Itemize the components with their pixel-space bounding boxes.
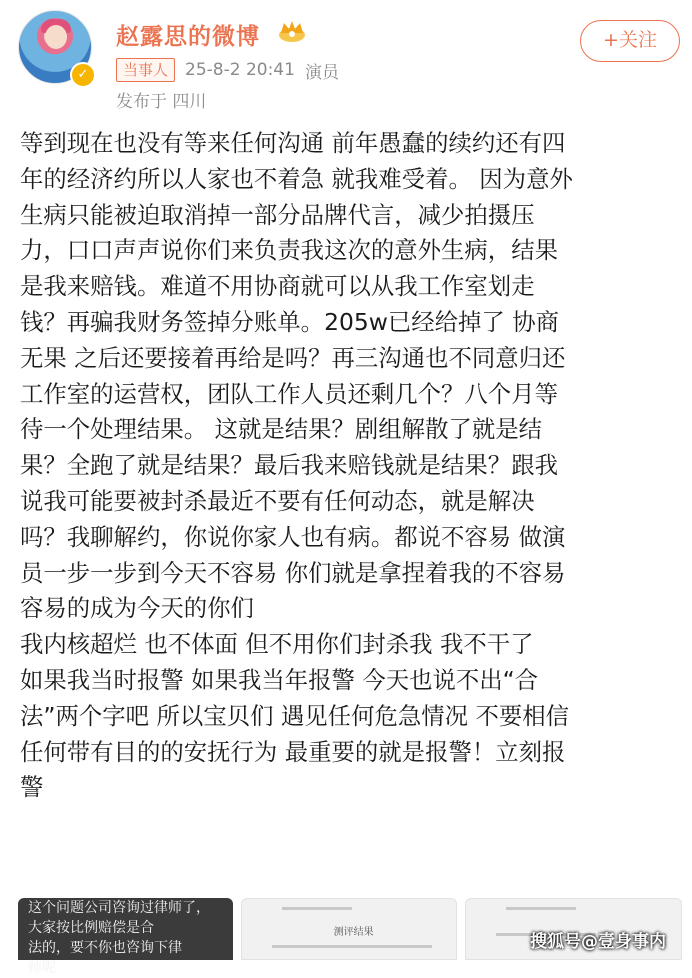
post-line: 力，口口声声说你们来负责我这次的意外生病，结果 <box>20 236 558 265</box>
post-line: 生病只能被迫取消掉一部分品牌代言，减少拍摄压 <box>20 200 535 229</box>
avatar-face <box>45 25 67 49</box>
post-line: 吗？我聊解约，你说你家人也有病。都说不容易 做演 <box>20 522 566 551</box>
crown-icon <box>277 19 307 43</box>
doc-header-line <box>506 907 576 910</box>
doc-text-line <box>272 945 432 948</box>
post-line: 无果 之后还要接着再给是吗？再三沟通也不同意归还 <box>20 343 566 372</box>
image-thumbnail-document[interactable] <box>241 898 458 960</box>
post-line: 如果我当时报警 如果我当年报警 今天也说不出“合 <box>20 665 539 694</box>
post-line: 我内核超烂 也不体面 但不用你们封杀我 我不干了 <box>20 630 534 659</box>
author-role: 演员 <box>304 62 339 83</box>
post-line: 员一步一步到今天不容易 你们就是拿捏着我的不容易 <box>20 558 566 587</box>
chat-line: 大家按比例赔偿是合 <box>28 920 154 936</box>
post-line: 年的经济约所以人家也不着急 就我难受着。 因为意外 <box>20 164 573 193</box>
chat-line: 这个问题公司咨询过律师了， <box>28 900 210 916</box>
post-body <box>20 126 680 806</box>
watermark: 搜狐号@壹身事内 <box>530 932 666 952</box>
verified-badge-icon: ✓ <box>70 62 96 88</box>
author-name[interactable]: 赵露思的微博 <box>116 24 260 50</box>
chat-line: 师呢 <box>28 960 56 976</box>
image-gallery <box>18 898 682 976</box>
post-line: 果？全跑了就是结果？最后我来赔钱就是结果？跟我 <box>20 451 558 480</box>
chat-line: 法的，要不你也咨询下律 <box>28 940 182 956</box>
image-thumbnail-chat[interactable] <box>18 898 233 976</box>
post-location: 发布于 四川 <box>116 92 207 112</box>
post-line: 警 <box>20 773 44 802</box>
post-line: 任何带有目的的安抚行为 最重要的就是报警！立刻报 <box>20 737 566 766</box>
post-line: 法”两个字吧 所以宝贝们 遇见任何危急情况 不要相信 <box>20 701 570 730</box>
post-header <box>0 0 692 125</box>
post-line: 钱？再骗我财务签掉分账单。205w已经给掉了 协商 <box>20 307 560 336</box>
doc-title: 测评结果 <box>333 927 374 938</box>
chat-screenshot-text <box>28 898 228 978</box>
post-line: 等到现在也没有等来任何沟通 前年愚蠢的续约还有四 <box>20 129 566 157</box>
post-line: 工作室的运营权，团队工作人员还剩几个？八个月等 <box>20 379 558 408</box>
doc-header-line <box>282 907 352 910</box>
post-line: 说我可能要被封杀最近不要有任何动态，就是解决 <box>20 486 535 515</box>
post-timestamp: 25-8-2 20:41 <box>185 60 295 80</box>
post-line: 是我来赔钱。难道不用协商就可以从我工作室划走 <box>20 272 535 301</box>
post-line: 容易的成为今天的你们 <box>20 594 254 623</box>
status-badge: 当事人 <box>116 58 175 82</box>
follow-button[interactable]: +关注 <box>580 20 680 62</box>
post-meta <box>116 57 339 83</box>
post-line: 待一个处理结果。 这就是结果？剧组解散了就是结 <box>20 415 543 444</box>
